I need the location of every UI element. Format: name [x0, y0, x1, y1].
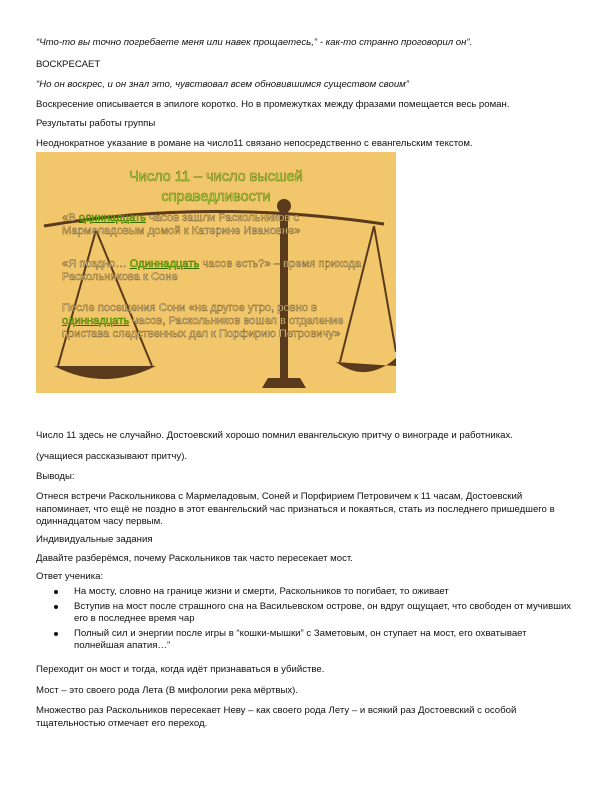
heading-conclusions: Выводы:: [36, 471, 75, 482]
bullet-icon: [54, 605, 58, 609]
slide-paragraph-2: «Я поздно… Одиннадцать часов есть?» – время прихода Раскольникова к Соне: [62, 258, 362, 283]
paragraph-conclusion: Отнеся встречи Раскольникова с Мармеладовым, Соней и Порфирием Петровичем к 11 часам, Достоевский напоминает, что ещё не поздно в этот евангельский час признаться и покаяться, стать из последнего пришедшего в одиннадцатом часу первым.: [36, 491, 555, 528]
paragraph-epilogue: Воскресение описывается в эпилоге коротко. Но в промежутках между фразами помещается весь роман.: [36, 99, 510, 110]
quote-resurrection: “Но он воскрес, и он знал это, чувствовал всем обновившимся существом своим”: [36, 79, 409, 90]
quote-farewell: “Что-то вы точно погребаете меня или навек прощаетесь,” - как-то странно проговорил он”.: [36, 37, 473, 48]
slide-title-line2: справедливости: [161, 189, 271, 205]
list-item: Вступив на мост после страшного сна на Васильевском острове, он вдруг ощущает, что свободен от мучивших его в последнее время чар: [36, 601, 576, 626]
bullet-icon: [54, 632, 58, 636]
list-item: Полный сил и энергии после игры в “кошки-мышки” с Заметовым, он ступает на мост, его охватывает полнейшая апатия…”: [36, 628, 576, 653]
answer-list: [36, 586, 576, 655]
paragraph-students-retell: (учащиеся рассказывают притчу).: [36, 451, 188, 462]
paragraph-number-11: Неоднократное указание в романе на число11 связано непосредственно с евангельским текстом.: [36, 138, 473, 149]
paragraph-crosses-bridge: Переходит он мост и тогда, когда идёт признаваться в убийстве.: [36, 664, 325, 675]
heading-individual-tasks: Индивидуальные задания: [36, 534, 153, 545]
paragraph-not-random: Число 11 здесь не случайно. Достоевский хорошо помнил евангельскую притчу о винограде и работниках.: [36, 430, 513, 441]
heading-resurrection: ВОСКРЕСАЕТ: [36, 59, 101, 70]
highlight-eleven: одиннадцать: [62, 315, 130, 327]
slide-image-number-11: [36, 152, 396, 393]
paragraph-lethe: Мост – это своего рода Лета (В мифологии река мёртвых).: [36, 685, 299, 696]
slide-title-line1: Число 11 – число высшей: [129, 169, 303, 185]
bullet-icon: [54, 590, 58, 594]
paragraph-task: Давайте разберёмся, почему Раскольников так часто пересекает мост.: [36, 553, 353, 564]
heading-student-answer: Ответ ученика:: [36, 571, 104, 582]
highlight-eleven: Одиннадцать: [129, 258, 200, 270]
heading-group-results: Результаты работы группы: [36, 118, 156, 129]
highlight-eleven: одиннадцать: [78, 212, 146, 224]
list-item: На мосту, словно на границе жизни и смерти, Раскольников то погибает, то оживает: [36, 586, 576, 599]
paragraph-many-times: Множество раз Раскольников пересекает Неву – как своего рода Лету – и всякий раз Достоевский с особой тщательностью отмечает его переход.: [36, 705, 517, 729]
slide-paragraph-3: После посещения Сони «на другое утро, ровно в одиннадцать часов, Раскольников вошел в отделение пристава следственных дел к Порфирию Петровичу»: [62, 302, 344, 340]
slide-paragraph-1: «В одиннадцать часов зашли Раскольников с Мармеладовым домой к Катерине Ивановне»: [62, 212, 301, 237]
